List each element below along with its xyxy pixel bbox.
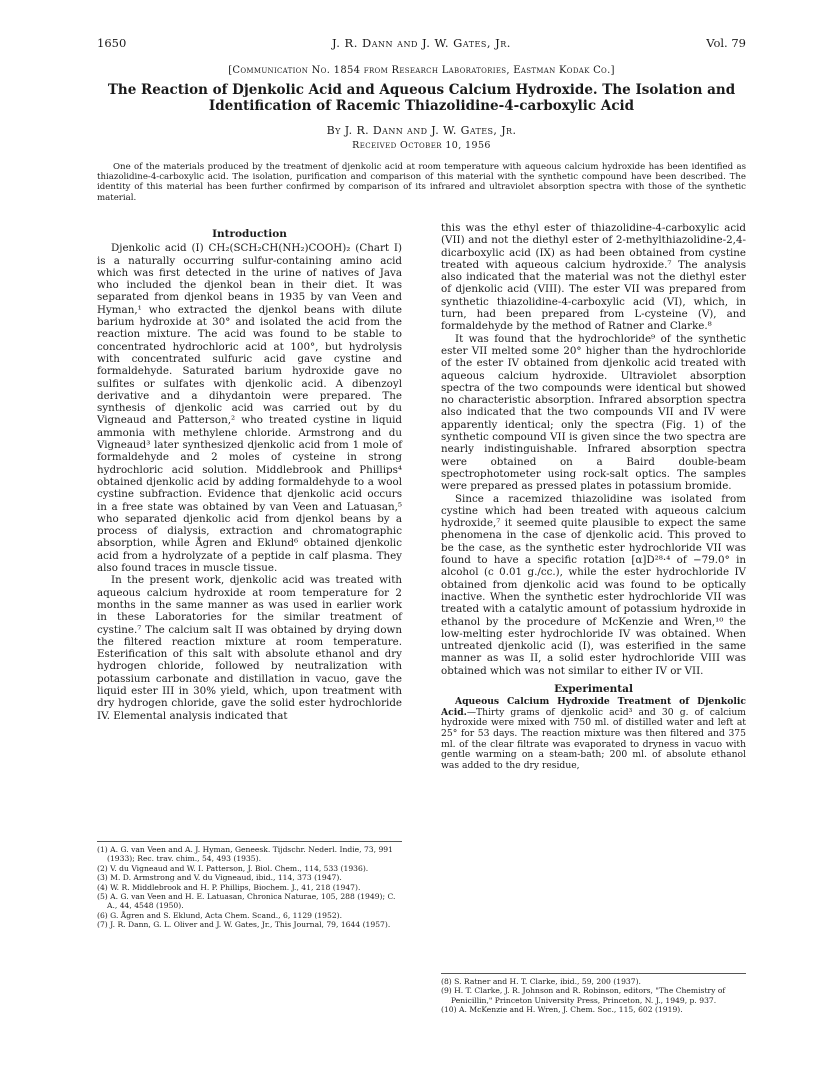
section-heading-experimental: Experimental	[554, 682, 633, 695]
body-paragraph: Since a racemized thiazolidine was isolated from cystine which had been treated with aqueous calcium hydroxide,⁷ it seemed quite plausible to expect the same phenomena in the case of djenkolic acid. This proved to be the case, as the synthetic ester hydrochloride VII was found to have a specific rotation [α]D²⁸·⁴ of −79.0° in alcohol (c 0.01 g./cc.), while the ester hydrochloride IV obtained from djenkolic acid was found to be optically inactive. When the synthetic ester hydrochloride VII was treated with a catalytic amount of potassium hydroxide in ethanol by the procedure of McKenzie and Wren,¹⁰ the low-melting ester hydrochloride IV was obtained. When untreated djenkolic acid (I), was esterified in the same manner as was II, a solid ester hydrochloride VIII was obtained which was not similar to either IV or VII.	[441, 492, 746, 677]
body-paragraph: It was found that the hydrochloride⁹ of the synthetic ester VII melted some 20° higher than the hydrochloride of the ester IV obtained from djenkolic acid treated with aqueous calcium hydroxide. Ultraviolet absorption spectra of the two compounds were identical but showed no characteristic absorption. Infrared absorption spectra also indicated that the two compounds VII and IV were apparently identical; only the spectra (Fig. 1) of the synthetic compound VII is given since the two spectra are nearly indistinguishable. Infrared absorption spectra were obtained on a Baird double-beam spectrophotometer using rock-salt optics. The samples were prepared as pressed plates in potassium bromide.	[441, 332, 746, 493]
running-head-authors: J. R. Dann and J. W. Gates, Jr.	[332, 36, 511, 50]
right-column	[441, 222, 746, 771]
title-line-1: The Reaction of Djenkolic Acid and Aqueous Calcium Hydroxide. The Isolation and	[107, 82, 736, 98]
experimental-subheading: Aqueous Calcium Hydroxide Treatment of Djenkolic Acid.	[441, 696, 746, 718]
left-column	[97, 222, 402, 722]
footnote: (5) A. G. van Veen and H. E. Latuasan, Chronica Naturae, 105, 288 (1949); C. A., 44, 4548 (1950).	[97, 892, 396, 911]
footnote: (9) H. T. Clarke, J. R. Johnson and R. Robinson, editors, "The Chemistry of Penicillin," Princeton University Press, Princeton, N. J., 1949, p. 937.	[441, 986, 726, 1005]
title-line-2: Identification of Racemic Thiazolidine-4-carboxylic Acid	[208, 98, 635, 114]
footnote: (3) M. D. Armstrong and V. du Vigneaud, ibid., 114, 373 (1947).	[97, 873, 342, 883]
footnote: (2) V. du Vigneaud and W. I. Patterson, J. Biol. Chem., 114, 533 (1936).	[97, 863, 369, 873]
footnote: (4) W. R. Middlebrook and H. P. Phillips, Biochem. J., 41, 218 (1947).	[97, 882, 361, 892]
footnotes-right	[441, 969, 746, 1015]
experimental-paragraph	[441, 697, 746, 771]
communication-note: [Communication No. 1854 from Research Laboratories, Eastman Kodak Co.]	[228, 65, 615, 76]
volume-label: Vol. 79	[706, 36, 746, 50]
intro-paragraph-2: In the present work, djenkolic acid was treated with aqueous calcium hydroxide at room temperature for 2 months in the same manner as was used in earlier work in these Laboratories for the similar treatment of cystine.⁷ The calcium salt II was obtained by drying down the filtered reaction mixture at room temperature. Esterification of this salt with absolute ethanol and dry hydrogen chloride, followed by neutralization with potassium carbonate and distillation in vacuo, gave the liquid ester III in 30% yield, which, upon treatment with dry hydrogen chloride, gave the solid ester hydrochloride IV. Elemental analysis indicated that	[97, 574, 402, 722]
footnote: (1) A. G. van Veen and A. J. Hyman, Geneesk. Tijdschr. Nederl. Indie, 73, 991 (1933); Rec. trav. chim., 54, 493 (1935).	[97, 845, 393, 864]
experimental-text: —Thirty grams of djenkolic acid³ and 30 g. of calcium hydroxide were mixed with 750 ml. of distilled water and left at 25° for 53 days. The reaction mixture was then filtered and 375 ml. of the clear filtrate was evaporated to dryness in vacuo with gentle warming on a steam-bath; 200 ml. of absolute ethanol was added to the dry residue,	[441, 706, 746, 771]
footnote-rule	[441, 973, 746, 974]
footnote: (6) G. Ågren and S. Eklund, Acta Chem. Scand., 6, 1129 (1952).	[97, 910, 343, 920]
section-heading-introduction: Introduction	[212, 228, 287, 240]
article-title	[97, 82, 746, 114]
footnote: (10) A. McKenzie and H. Wren, J. Chem. Soc., 115, 602 (1919).	[441, 1005, 683, 1015]
body-paragraph-continued: this was the ethyl ester of thiazolidine-4-carboxylic acid (VII) and not the diethyl ester of 2-methylthiazolidine-2,4-dicarboxylic acid (IX) as had been obtained from cystine treated with aqueous calcium hydroxide.⁷ The analysis also indicated that the material was not the diethyl ester of djenkolic acid (VIII). The ester VII was prepared from synthetic thiazolidine-4-carboxylic acid (VI), which, in turn, had been prepared from L-cysteine (V), and formaldehyde by the method of Ratner and Clarke.⁸	[441, 222, 746, 333]
intro-paragraph-1: Djenkolic acid (I) CH₂(SCH₂CH(NH₂)COOH)₂ (Chart I) is a naturally occurring sulfur-containing amino acid which was first detected in the urine of natives of Java who included the djenkol bean in their diet. It was separated from djenkol beans in 1935 by van Veen and Hyman,¹ who extracted the djenkol beans with dilute barium hydroxide at 30° and isolated the acid from the reaction mixture. The acid was found to be stable to concentrated hydrochloric acid at 100°, but hydrolysis with concentrated sulfuric acid gave cystine and formaldehyde. Saturated barium hydroxide gave no sulfites or sulfates with djenkolic acid. A dibenzoyl derivative and a dihydantoin were prepared. The synthesis of djenkolic acid was carried out by du Vigneaud and Patterson,² who treated cystine in liquid ammonia with methylene chloride. Armstrong and du Vigneaud³ later synthesized djenkolic acid from 1 mole of formaldehyde and 2 moles of cysteine in strong hydrochloric acid solution. Middlebrook and Phillips⁴ obtained djenkolic acid by adding formaldehyde to a wool cystine subfraction. Evidence that djenkolic acid occurs in a free state was obtained by van Veen and Latuasan,⁵ who separated djenkolic acid from djenkol beans by a process of dialysis, extraction and chromatographic absorption, while Ågren and Eklund⁶ obtained djenkolic acid from a hydrolyzate of a peptide in calf plasma. They also found traces in muscle tissue.	[97, 242, 402, 575]
byline: By J. R. Dann and J. W. Gates, Jr.	[326, 124, 517, 137]
footnote-rule	[97, 841, 402, 842]
footnote: (7) J. R. Dann, G. L. Oliver and J. W. Gates, Jr., This Journal, 79, 1644 (1957).	[97, 920, 391, 930]
footnote: (8) S. Ratner and H. T. Clarke, ibid., 59, 200 (1937).	[441, 977, 641, 986]
running-head	[97, 36, 746, 54]
abstract: One of the materials produced by the treatment of djenkolic acid at room temperature with aqueous calcium hydroxide has been identified as thiazolidine-4-carboxylic acid. The isolation, purification and comparison of this material with the synthetic compound have been described. The identity of this material has been further confirmed by comparison of its infrared and ultraviolet absorption spectra with those of the synthetic material.	[97, 162, 746, 203]
received-date: Received October 10, 1956	[352, 140, 491, 151]
page-number: 1650	[97, 36, 127, 50]
footnotes-left	[97, 837, 402, 930]
